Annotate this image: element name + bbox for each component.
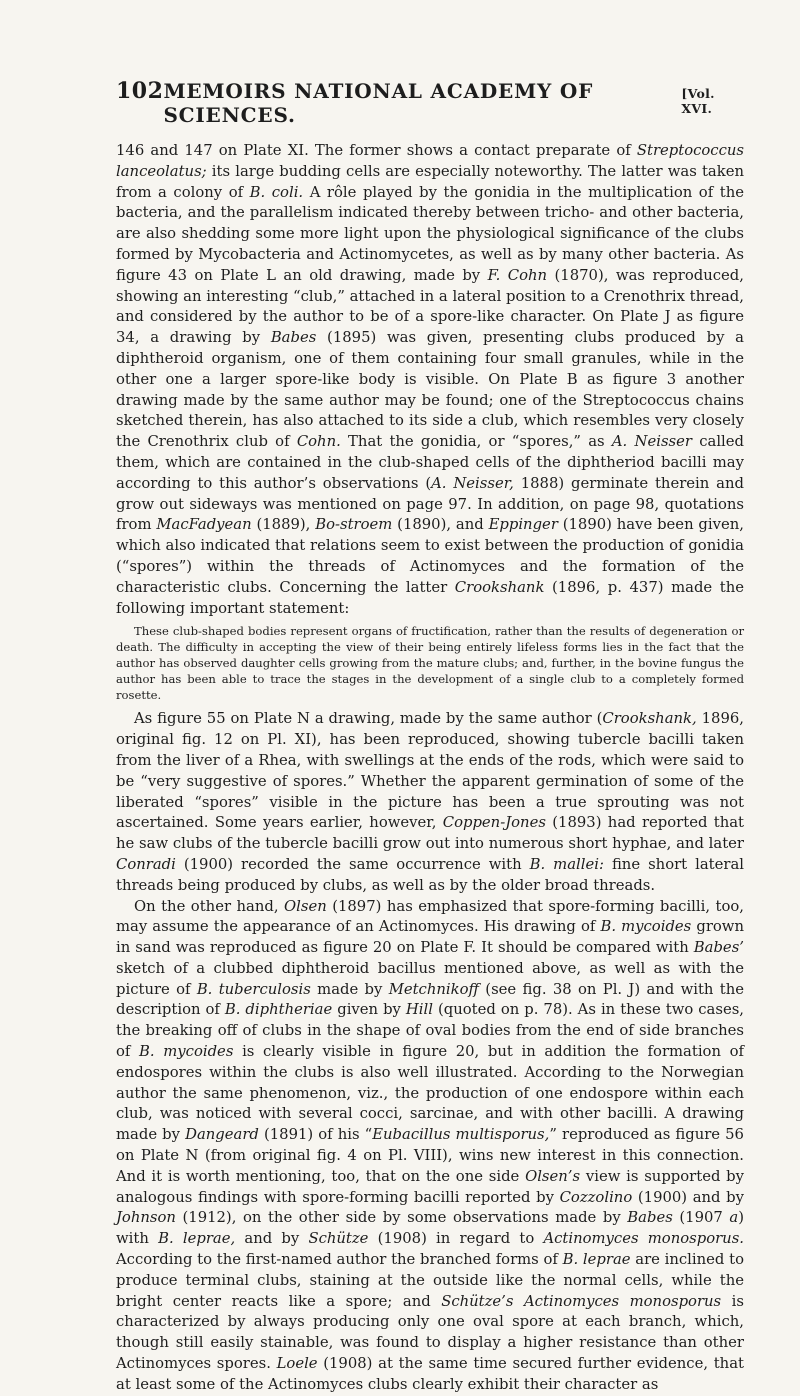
italic-run: Actinomyces monosporus. (543, 1230, 745, 1248)
text-run: On the other hand, (134, 897, 284, 915)
italic-run: Babes (270, 329, 317, 347)
italic-run: Bo-stroem (315, 516, 393, 534)
italic-run: Coppen-Jones (442, 814, 546, 832)
italic-run: Schütze’s Actinomyces monosporus (441, 1292, 722, 1310)
text-run: (1890) have been given, which also indicated that relations seem to exist between the production of gonidia (“spores”) within the threads of Actinomyces and the formation of the characteristic clubs. Concerning the latter (116, 516, 744, 596)
text-run: view is supported by analogous findings with spore-forming bacilli reported by (116, 1167, 744, 1206)
text-run: 1888) germinate therein and grow out sideways was mentioned on page 97. In addition, on page 98, quotations from (116, 474, 744, 534)
text-run: 1896, original fig. 12 on Pl. XI), has been reproduced, showing tubercle bacilli taken from the liver of a Rhea, with swellings at the ends of the rods, which were said to be “very suggestive of spores.” Whether the apparent germination of some of the liberated “spores” visible in the picture has been a true sprouting was not ascertained. Some years earlier, however, (116, 710, 744, 832)
italic-run: B. tuberculosis (196, 980, 311, 998)
text-run: According to the first-named author the branched forms of (116, 1251, 563, 1269)
italic-run: B. coli. (249, 183, 304, 201)
text-run: sketch of a clubbed diphtheroid bacillus mentioned above, as well as with the picture of (116, 959, 744, 998)
text-run: (1870), was reproduced, showing an interesting “club,” attached in a lateral position to a Crenothrix thread, and considered by the author to be of a spore-like character. On Plate J as figure 34, a drawing by (116, 266, 744, 347)
italic-run: Babes (627, 1209, 673, 1227)
text-run: (1891) of his “ (258, 1126, 373, 1144)
italic-run: B. mallei: (529, 855, 604, 873)
italic-run: Cohn. (296, 433, 341, 451)
paragraph-p2 (116, 709, 744, 896)
body-text-bottom (116, 709, 744, 1395)
italic-run: MacFadyean (156, 516, 252, 534)
text-run: (quoted on p. 78). As in these two cases, the breaking off of clubs in the shape of oval bodies from the end of side branches of (116, 1001, 745, 1061)
text-run: (1907 (672, 1209, 730, 1227)
italic-run: Dangeard (185, 1126, 259, 1144)
text-run: A rôle played by the gonidia in the multiplication of the bacteria, and the parallelism indicated thereby between tricho- and other bacteria, are also shedding some more light upon the physiological significance of the clubs formed by Mycobacteria and Actinomycetes, as well as by many other bacteria. As figure 43 on Plate L an old drawing, made by (116, 183, 744, 284)
running-title: MEMOIRS NATIONAL ACADEMY OF SCIENCES. (163, 79, 594, 127)
text-run: 146 and 147 on Plate XI. The former shows a contact preparate of (116, 142, 637, 159)
text-run: That the gonidia, or “spores,” as (340, 433, 612, 451)
text-run: (1908) in regard to (368, 1230, 544, 1248)
page-number: 102 (116, 78, 164, 104)
page-header (116, 78, 744, 127)
italic-run: Eppinger (488, 516, 558, 534)
text-run: is characterized by always producing only one oval spore at each branch, which, though still easily stainable, was found to display a higher resistance than other Actinomyces spores. (116, 1292, 744, 1373)
italic-run: Loele (276, 1355, 318, 1373)
italic-run: Cozzolino (559, 1188, 633, 1206)
text-run: is clearly visible in figure 20, but in addition the formation of endospores within the clubs is also well illustrated. According to the Norwegian author the same phenomenon, viz., the production of one endospore within each club, was noticed with several cocci, sarcinae, and with other bacilli. A drawing made by (116, 1043, 745, 1144)
text-run: (1896, p. 437) made the following important statement: (116, 578, 744, 617)
text-run: ” reproduced as figure 56 on Plate N (from original fig. 4 on Pl. VIII), wins new interest in this connection. And it is worth mentioning, too, that on the one side (116, 1126, 744, 1185)
italic-run: Streptococcus lanceolatus; (116, 142, 744, 180)
italic-run: Olsen (284, 897, 327, 915)
italic-run: A. Neisser (611, 433, 692, 451)
text-run: (1908) at the same time secured further evidence, that at least some of the Actinomyces clubs clearly exhibit their character as (116, 1355, 744, 1393)
italic-run: Conradi (116, 855, 176, 873)
text-run: and by (235, 1230, 309, 1248)
text-run: fine short lateral threads being produced by clubs, as well as by the older broad threads. (116, 855, 745, 894)
paragraph-p3 (116, 897, 744, 1396)
italic-run: Hill (405, 1001, 433, 1019)
text-run: made by (310, 980, 389, 998)
italic-run: a (729, 1209, 739, 1227)
block-quote: These club-shaped bodies represent organs of fructification, rather than the results of degeneration or death. The difficulty in accepting the view of their being entirely lifeless forms lies in the fact that the author has observed daughter cells growing from the mature clubs; and, further, in the bovine fungus the author has been able to trace the stages in the development of a single club to a completely formed rosette. (116, 624, 744, 703)
paragraph-p1 (116, 141, 744, 619)
text-run: (see fig. 38 on Pl. J) and with the description of (116, 980, 744, 1019)
text-run: (1895) was given, presenting clubs produced by a diphtheroid organism, one of them containing four small granules, while in the other one a larger spore-like body is visible. On Plate B as figure 3 another drawing made by the same author may be found; one of the Streptococcus chains sketched therein, has also attached to its side a club, which resembles very closely the Crenothrix club of (116, 329, 744, 451)
italic-run: B. mycoides (600, 918, 692, 936)
text-run: grown in sand was reproduced as figure 20 on Plate F. It should be compared with (116, 918, 745, 957)
body-text-top (116, 141, 744, 619)
italic-run: Johnson (116, 1209, 176, 1227)
text-run: (1890), and (392, 516, 489, 534)
italic-run: B. leprae (562, 1251, 631, 1269)
text-run: (1912), on the other side by some observations made by (175, 1209, 628, 1227)
italic-run: B. leprae, (158, 1230, 236, 1248)
italic-run: A. Neisser, (431, 474, 514, 492)
italic-run: B. mycoides (139, 1043, 234, 1061)
text-run: (1889), (251, 516, 316, 534)
italic-run: Metchnikoff (388, 980, 479, 998)
text-run: (1900) recorded the same occurrence with (175, 855, 530, 873)
italic-run: F. Cohn (487, 266, 548, 284)
italic-run: Crookshank (454, 578, 545, 596)
italic-run: Olsen’s (525, 1167, 581, 1185)
italic-run: Babes’ (693, 939, 744, 957)
italic-run: B. diphtheriae (224, 1001, 333, 1019)
italic-run: Eubacillus multisporus, (372, 1126, 550, 1144)
text-run: (1893) had reported that he saw clubs of the tubercle bacilli grow out into numerous short hyphae, and later (116, 814, 744, 853)
text-run: As figure 55 on Plate N a drawing, made by the same author ( (134, 710, 603, 728)
italic-run: Schütze (308, 1230, 369, 1248)
italic-run: Crookshank, (602, 710, 697, 728)
text-run: are inclined to produce terminal clubs, staining at the outside like the normal cells, while the bright center reacts like a spore; and (116, 1251, 744, 1310)
text-run: its large budding cells are especially noteworthy. The latter was taken from a colony of (116, 162, 744, 201)
text-run: called them, which are contained in the club-shaped cells of the diphtheriod bacilli may according to this author’s observations ( (116, 433, 745, 492)
text-run: (1900) and by (632, 1188, 744, 1206)
text-run: (1897) has emphasized that spore-forming bacilli, too, may assume the appearance of an Actinomyces. His drawing of (116, 897, 744, 936)
text-run: given by (332, 1001, 406, 1019)
text-run: ) with (116, 1209, 744, 1248)
volume-label: [Vol. XVI. (681, 86, 715, 116)
